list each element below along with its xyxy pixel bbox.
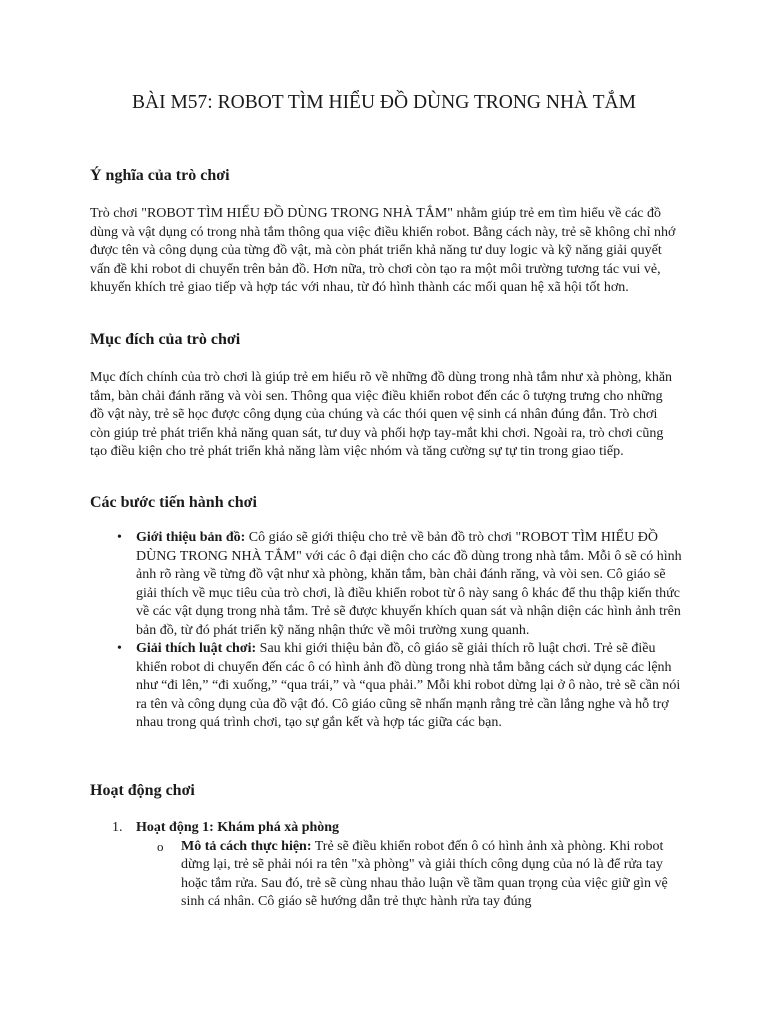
bullet-icon: • — [117, 530, 122, 545]
section-body-purpose: Mục đích chính của trò chơi là giúp trẻ em hiểu rõ về những đồ dùng trong nhà tắm như xà phòng, khăn tắm, bàn chải đánh răng và vòi sen. Thông qua việc điều khiển robot đến các ô tượng trưng cho những đồ vật này, trẻ sẽ học được công dụng của chúng và các thói quen vệ sinh cá nhân đúng đắn. Trò chơi còn giúp trẻ phát triển khả năng quan sát, tư duy và phối hợp tay-mắt khi chơi. Ngoài ra, trò chơi cũng tạo điều kiện cho trẻ phát triển khả năng làm việc nhóm và tăng cường sự tự tin trong giao tiếp. — [90, 370, 673, 459]
list-item-label: Giới thiệu bản đồ: — [136, 530, 246, 545]
list-item — [90, 640, 684, 733]
list-item — [136, 838, 684, 912]
activity-title: Hoạt động 1: Khám phá xà phòng — [136, 820, 340, 835]
sub-item-label: Mô tả cách thực hiện: — [181, 838, 312, 854]
list-item — [90, 819, 684, 912]
document-title: BÀI M57: ROBOT TÌM HIỂU ĐỒ DÙNG TRONG NHÀ TẮM — [132, 92, 636, 113]
activities-list — [90, 819, 684, 912]
list-item-text: Sau khi giới thiệu bản đồ, cô giáo sẽ giải thích rõ luật chơi. Trẻ sẽ điều khiển robot di chuyển đến các ô có hình ảnh đồ dùng trong nhà tắm bằng cách sử dụng các lệnh như “đi lên,” “đi xuống,” “qua trái,” và “qua phải.” Mỗi khi robot dừng lại ở ô nào, trẻ sẽ cần nói ra tên và công dụng của đồ vật đó. Cô giáo cũng sẽ nhấn mạnh rằng trẻ cần lắng nghe và hỗ trợ nhau trong quá trình chơi, tạo sự gắn kết và hợp tác giữa các bạn. — [136, 641, 681, 730]
steps-list — [90, 529, 684, 733]
list-item — [90, 529, 684, 640]
section-heading-steps: Các bước tiến hành chơi — [90, 494, 257, 511]
section-heading-meaning: Ý nghĩa của trò chơi — [90, 167, 230, 184]
list-item-text: Cô giáo sẽ giới thiệu cho trẻ về bản đồ trò chơi "ROBOT TÌM HIỂU ĐỒ DÙNG TRONG NHÀ TẮM" với các ô đại diện cho các đồ dùng trong nhà tắm. Mỗi ô sẽ có hình ảnh rõ ràng về từng đồ vật như xà phòng, khăn tắm, bàn chải đánh răng, và vòi sen. Cô giáo sẽ giải thích về mục tiêu của trò chơi, là điều khiển robot từ ô này sang ô khác để thu thập kiến thức về các vật dụng trong nhà tắm. Trẻ sẽ được khuyến khích quan sát và nhận diện các hình ảnh trên bản đồ, từ đó phát triển kỹ năng nhận thức về môi trường xung quanh. — [136, 530, 682, 638]
section-heading-activities: Hoạt động chơi — [90, 782, 195, 799]
sub-item-text: Trẻ sẽ điều khiển robot đến ô có hình ảnh xà phòng. Khi robot dừng lại, trẻ sẽ phải nói ra tên "xà phòng" và giải thích công dụng của nó là để rửa tay hoặc tắm rửa. Sau đó, trẻ sẽ cùng nhau thảo luận về tầm quan trọng của việc giữ gìn vệ sinh cá nhân. Cô giáo sẽ hướng dẫn trẻ thực hành rửa tay đúng — [181, 838, 668, 909]
bullet-icon: • — [117, 641, 122, 656]
list-number: 1. — [112, 820, 123, 835]
list-item-label: Giải thích luật chơi: — [136, 641, 257, 656]
section-body-meaning: Trò chơi "ROBOT TÌM HIỂU ĐỒ DÙNG TRONG NHÀ TẮM" nhằm giúp trẻ em tìm hiểu về các đồ dùng và vật dụng có trong nhà tắm thông qua việc điều khiển robot. Bằng cách này, trẻ sẽ không chỉ nhớ được tên và công dụng của từng đồ vật, mà còn phát triển khả năng tư duy logic và kỹ năng giải quyết vấn đề khi robot di chuyển trên bản đồ. Hơn nữa, trò chơi còn tạo ra một môi trường tương tác vui vẻ, khuyến khích trẻ giao tiếp và hợp tác với nhau, từ đó hình thành các mối quan hệ xã hội tốt hơn. — [90, 206, 676, 295]
section-heading-purpose: Mục đích của trò chơi — [90, 331, 241, 348]
activity-sub-list — [136, 838, 684, 912]
circle-bullet-icon: o — [157, 838, 164, 854]
